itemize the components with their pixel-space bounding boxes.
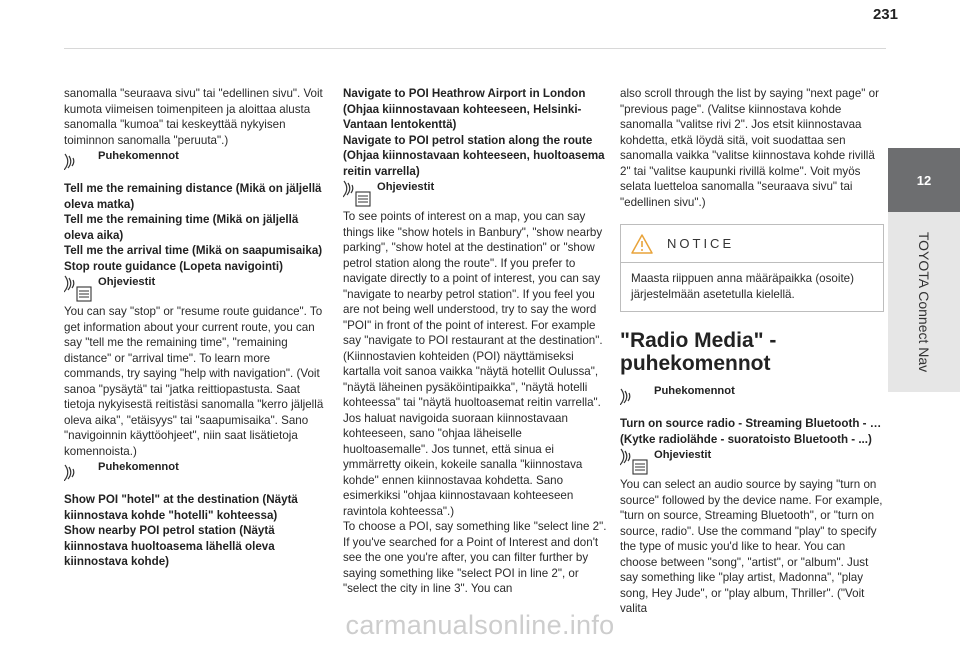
notice-box [620, 224, 884, 312]
paragraph: sanomalla "seuraava sivu" tai "edellinen sivu". Voit kumota viimeisen toimenpiteen ja aloittaa alusta sanomalla "kumoa" tai keskeyttää nykyisen toiminnon sanomalla "peruuta".) [64, 87, 323, 147]
voice-command: Tell me the arrival time (Mikä on saapumisaika) [64, 244, 323, 257]
help-messages-heading [620, 447, 884, 477]
section-heading: "Radio Media" -puhekomennot [620, 329, 777, 375]
paragraph: To see points of interest on a map, you can say things like "show hotels in Banbury", "show nearby parking", "show hotel at the destination" or "show petrol station along the route". If you prefer to navigate directly to a point of interest, you can say "navigate to nearby petrol station". If you feel you are not being well understood, try to say the word "POI" in front of the point of interest. For example say "navigate to POI restaurant at the destination". (Kiinnostavien kohteiden (POI) näyttämiseksi kartalla voit sanoa vaikka "näytä hotellit Oulussa", "näytä läheinen pysäköintipaikka", "näytä hotelli kohteessa" tai "näytä huoltoasemat reitin varrella". Jos haluat navigoida suoraan kiinnostavaan kohteeseen, sano "ohjaa läheiselle huoltoasemalle". Jos tunnet, että sinua ei ymmärretty oikein, kokeile sanalla "kiinnostava kohde" ennen kiinnostavaa kohdetta. Sano esimerkiksi "ohjaa kiinnostavaan kohteeseen ravintola kohteessa".) [343, 210, 603, 518]
voice-commands-heading [64, 148, 328, 170]
voice-commands-label: Puhekomennot [654, 385, 735, 397]
notice-title: NOTICE [667, 236, 735, 252]
side-section-title-text: TOYOTA Connect Nav [916, 231, 932, 373]
warning-icon [631, 234, 653, 254]
voice-command: Navigate to POI Heathrow Airport in London (Ohjaa kiinnostavaan kohteeseen, Helsinki-Vantaan lentokenttä) [343, 87, 586, 131]
column-2 [343, 86, 607, 597]
voice-commands-heading [64, 459, 328, 481]
voice-commands-label: Puhekomennot [98, 150, 179, 162]
voice-commands-heading [620, 383, 884, 405]
voice-command-icon [620, 383, 650, 405]
help-messages-heading [343, 179, 607, 209]
voice-command: Tell me the remaining time (Mikä on jäljellä oleva aika) [64, 213, 299, 242]
paragraph: To choose a POI, say something like "select line 2". If you've searched for a Point of Interest and don't see the one you're after, you can filter further by saying something like "select POI in line 2", or "select the city in line 3". You can [343, 520, 607, 595]
help-message-icon [64, 274, 94, 304]
notice-text: Maasta riippuen anna määräpaikka (osoite) järjestelmään asetetulla kielellä. [631, 272, 854, 301]
help-messages-label: Ohjeviestit [98, 276, 156, 288]
page-number: 231 [872, 6, 898, 23]
top-divider [64, 48, 886, 49]
voice-command: Stop route guidance (Lopeta navigointi) [64, 259, 283, 273]
voice-command-icon [64, 148, 94, 170]
voice-command: Navigate to POI petrol station along the route (Ohjaa kiinnostavaan kohteeseen, huoltoasema reitin varrella) [343, 133, 605, 178]
voice-command-icon [64, 459, 94, 481]
side-section-title [888, 212, 960, 392]
paragraph: also scroll through the list by saying "next page" or "previous page". (Valitse kiinnostava kohde sanomalla "valitse rivi 2". Jos etsit kiinnostavaa kohdetta, etkä löydä sitä, voit suodattaa sen sanomalla vaikka "valitse kiinnostava kohde rivillä 2" tai "valitse kaupunki rivillä kolme". Voit myös selata luetteloa sanomalla "seuraava sivu" tai "edellinen sivu".) [620, 87, 879, 209]
paragraph: You can say "stop" or "resume route guidance". To get information about your current route, you can say "tell me the remaining time", "remaining distance" or "arrival time". To learn more commands, try saying "help with navigation". (Voit sanoa "pysäytä" tai "jatka reittiopastusta. Saat tietoja nykyisestä reitistäsi sanomalla "kerro jäljellä oleva aika", "etäisyys" tai "saapumisaika". Sano "navigoinnin käyttöohjeet", niin saat lisätietoja komennoista.) [64, 305, 324, 458]
watermark: carmanualsonline.info [345, 610, 615, 640]
voice-command: Turn on source radio - Streaming Bluetooth - … (Kytke radiolähde - suoratoisto Bluetooth - ...) [620, 417, 882, 446]
voice-command: Show POI "hotel" at the destination (Näytä kiinnostava kohde "hotelli" kohteessa) [64, 493, 298, 522]
help-messages-heading [64, 274, 328, 304]
help-message-icon [620, 447, 650, 477]
column-3 [620, 86, 884, 617]
chapter-tab: 12 [888, 148, 960, 212]
help-messages-label: Ohjeviestit [654, 449, 712, 461]
column-1 [64, 86, 328, 570]
voice-commands-label: Puhekomennot [98, 461, 179, 473]
help-message-icon [343, 179, 373, 209]
voice-command: Tell me the remaining distance (Mikä on jäljellä oleva matka) [64, 182, 322, 211]
help-messages-label: Ohjeviestit [377, 181, 435, 193]
paragraph: You can select an audio source by saying "turn on source" followed by the device name. For example, "turn on source, Streaming Bluetooth", or "turn on source, radio". Use the command "play" to specify the type of music you'd like to hear. You can choose between "song", "artist", or "album". Just say something like "play artist, Madonna", "play song, Hey Jude", or "play album, Thriller". ("Voit valita [620, 478, 883, 615]
voice-command: Show nearby POI petrol station (Näytä kiinnostava huoltoasema lähellä oleva kiinnostava kohde) [64, 524, 275, 568]
notice-header [621, 225, 883, 263]
